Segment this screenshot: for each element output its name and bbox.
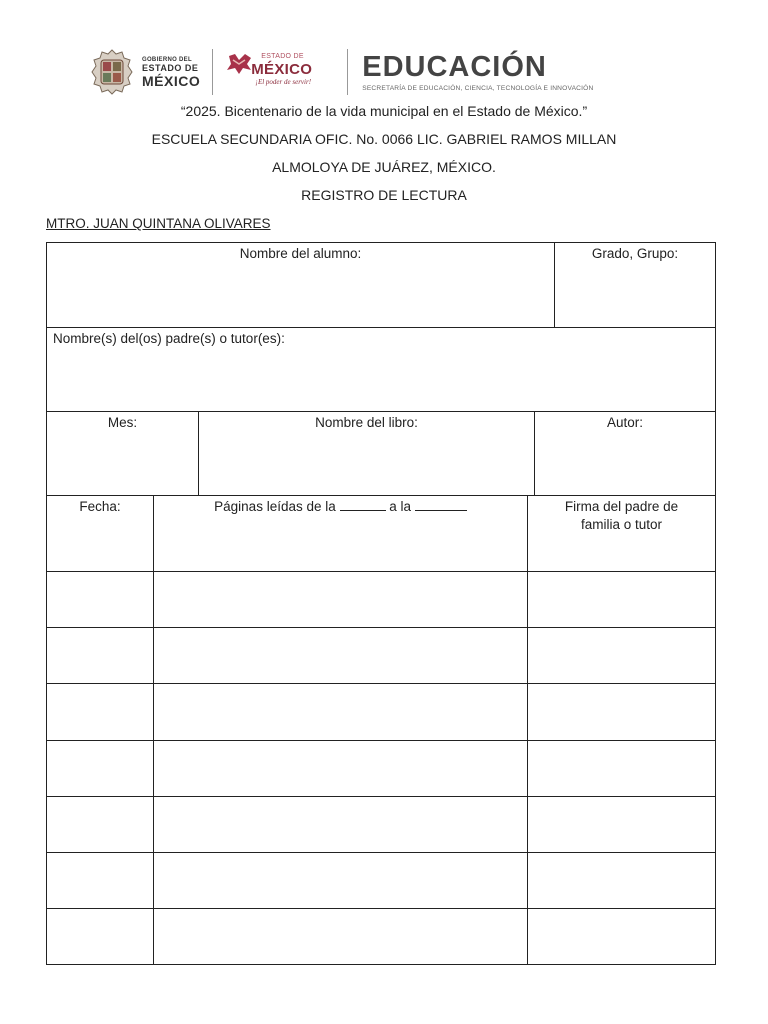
entry-signature-cell[interactable]: [528, 684, 715, 739]
signature-header-cell: [528, 496, 715, 571]
signature-label-line-2: familia o tutor: [580, 517, 663, 532]
gobierno-logo: [90, 48, 200, 96]
table-row: [47, 572, 715, 628]
document-title: REGISTRO DE LECTURA: [301, 187, 467, 203]
month-field[interactable]: [47, 412, 199, 495]
student-name-label: Nombre del alumno:: [239, 246, 362, 261]
grade-group-label: Grado, Grupo:: [591, 246, 679, 261]
estado-de-mexico-logo: [225, 48, 335, 96]
date-label: Fecha:: [79, 499, 121, 514]
entry-pages-cell[interactable]: [154, 628, 528, 683]
entry-date-cell[interactable]: [47, 797, 154, 852]
state-coat-of-arms-icon: [90, 48, 134, 96]
reading-record-form: [46, 242, 716, 965]
gobierno-line-1: GOBIERNO DEL: [142, 56, 192, 63]
gobierno-wordmark: [142, 57, 200, 88]
entry-date-cell[interactable]: [47, 572, 154, 627]
logo-divider-2: [347, 49, 348, 95]
table-row: [47, 853, 715, 909]
student-row: [47, 243, 715, 328]
parents-label: Nombre(s) del(os) padre(s) o tutor(es):: [53, 331, 285, 346]
book-name-label: Nombre del libro:: [315, 415, 418, 430]
grade-group-field[interactable]: [555, 243, 715, 327]
mexico-logo-tagline: ¡El poder de servir!: [255, 78, 312, 86]
pages-header-cell: [154, 496, 528, 571]
entry-date-cell[interactable]: [47, 909, 154, 965]
logo-divider: [212, 49, 213, 95]
mexico-logo-small-text: ESTADO DE: [261, 53, 304, 60]
pages-label-part-2: a la: [389, 499, 412, 514]
author-field[interactable]: [535, 412, 715, 495]
table-row: [47, 797, 715, 853]
author-label: Autor:: [606, 415, 644, 430]
teacher-name: MTRO. JUAN QUINTANA OLIVARES: [46, 216, 271, 231]
entry-pages-cell[interactable]: [154, 741, 528, 796]
log-header-row: [47, 496, 715, 572]
educacion-logo: [362, 50, 594, 92]
entry-pages-cell[interactable]: [154, 909, 528, 965]
pages-label: [154, 498, 527, 516]
school-location: ALMOLOYA DE JUÁREZ, MÉXICO.: [272, 159, 496, 175]
pages-label-part-1: Páginas leídas de la: [214, 499, 336, 514]
entry-signature-cell[interactable]: [528, 797, 715, 852]
parents-name-field[interactable]: [47, 328, 715, 411]
gobierno-line-3: MÉXICO: [142, 72, 201, 89]
entry-pages-cell[interactable]: [154, 797, 528, 852]
motto-line: “2025. Bicentenario de la vida municipal en el Estado de México.”: [180, 103, 588, 119]
entry-signature-cell[interactable]: [528, 572, 715, 627]
entry-pages-cell[interactable]: [154, 572, 528, 627]
entry-pages-cell[interactable]: [154, 684, 528, 739]
gobierno-line-2: ESTADO DE: [142, 62, 199, 73]
educacion-title: EDUCACIÓN: [362, 50, 547, 83]
signature-label: [528, 498, 715, 534]
parents-row: [47, 328, 715, 412]
signature-label-line-1: Firma del padre de: [564, 499, 679, 514]
book-row: [47, 412, 715, 496]
entry-signature-cell[interactable]: [528, 853, 715, 908]
student-name-field[interactable]: [47, 243, 555, 327]
entry-signature-cell[interactable]: [528, 741, 715, 796]
page-header: [90, 44, 710, 100]
table-row: [47, 628, 715, 684]
entry-date-cell[interactable]: [47, 853, 154, 908]
entry-signature-cell[interactable]: [528, 909, 715, 965]
book-name-field[interactable]: [199, 412, 535, 495]
entry-date-cell[interactable]: [47, 684, 154, 739]
date-header-cell: [47, 496, 154, 571]
table-row: [47, 741, 715, 797]
entry-date-cell[interactable]: [47, 741, 154, 796]
pages-to-blank: [415, 500, 467, 511]
entry-date-cell[interactable]: [47, 628, 154, 683]
entry-signature-cell[interactable]: [528, 628, 715, 683]
educacion-subtitle: SECRETARÍA DE EDUCACIÓN, CIENCIA, TECNOLOGÍA E INNOVACIÓN: [362, 84, 594, 92]
table-row: [47, 909, 715, 965]
month-label: Mes:: [107, 415, 138, 430]
table-row: [47, 684, 715, 740]
entry-pages-cell[interactable]: [154, 853, 528, 908]
mexico-logo-big-text: MÉXICO: [251, 61, 313, 78]
pages-from-blank: [340, 500, 386, 511]
school-name: ESCUELA SECUNDARIA OFIC. No. 0066 LIC. GABRIEL RAMOS MILLAN: [151, 131, 617, 147]
